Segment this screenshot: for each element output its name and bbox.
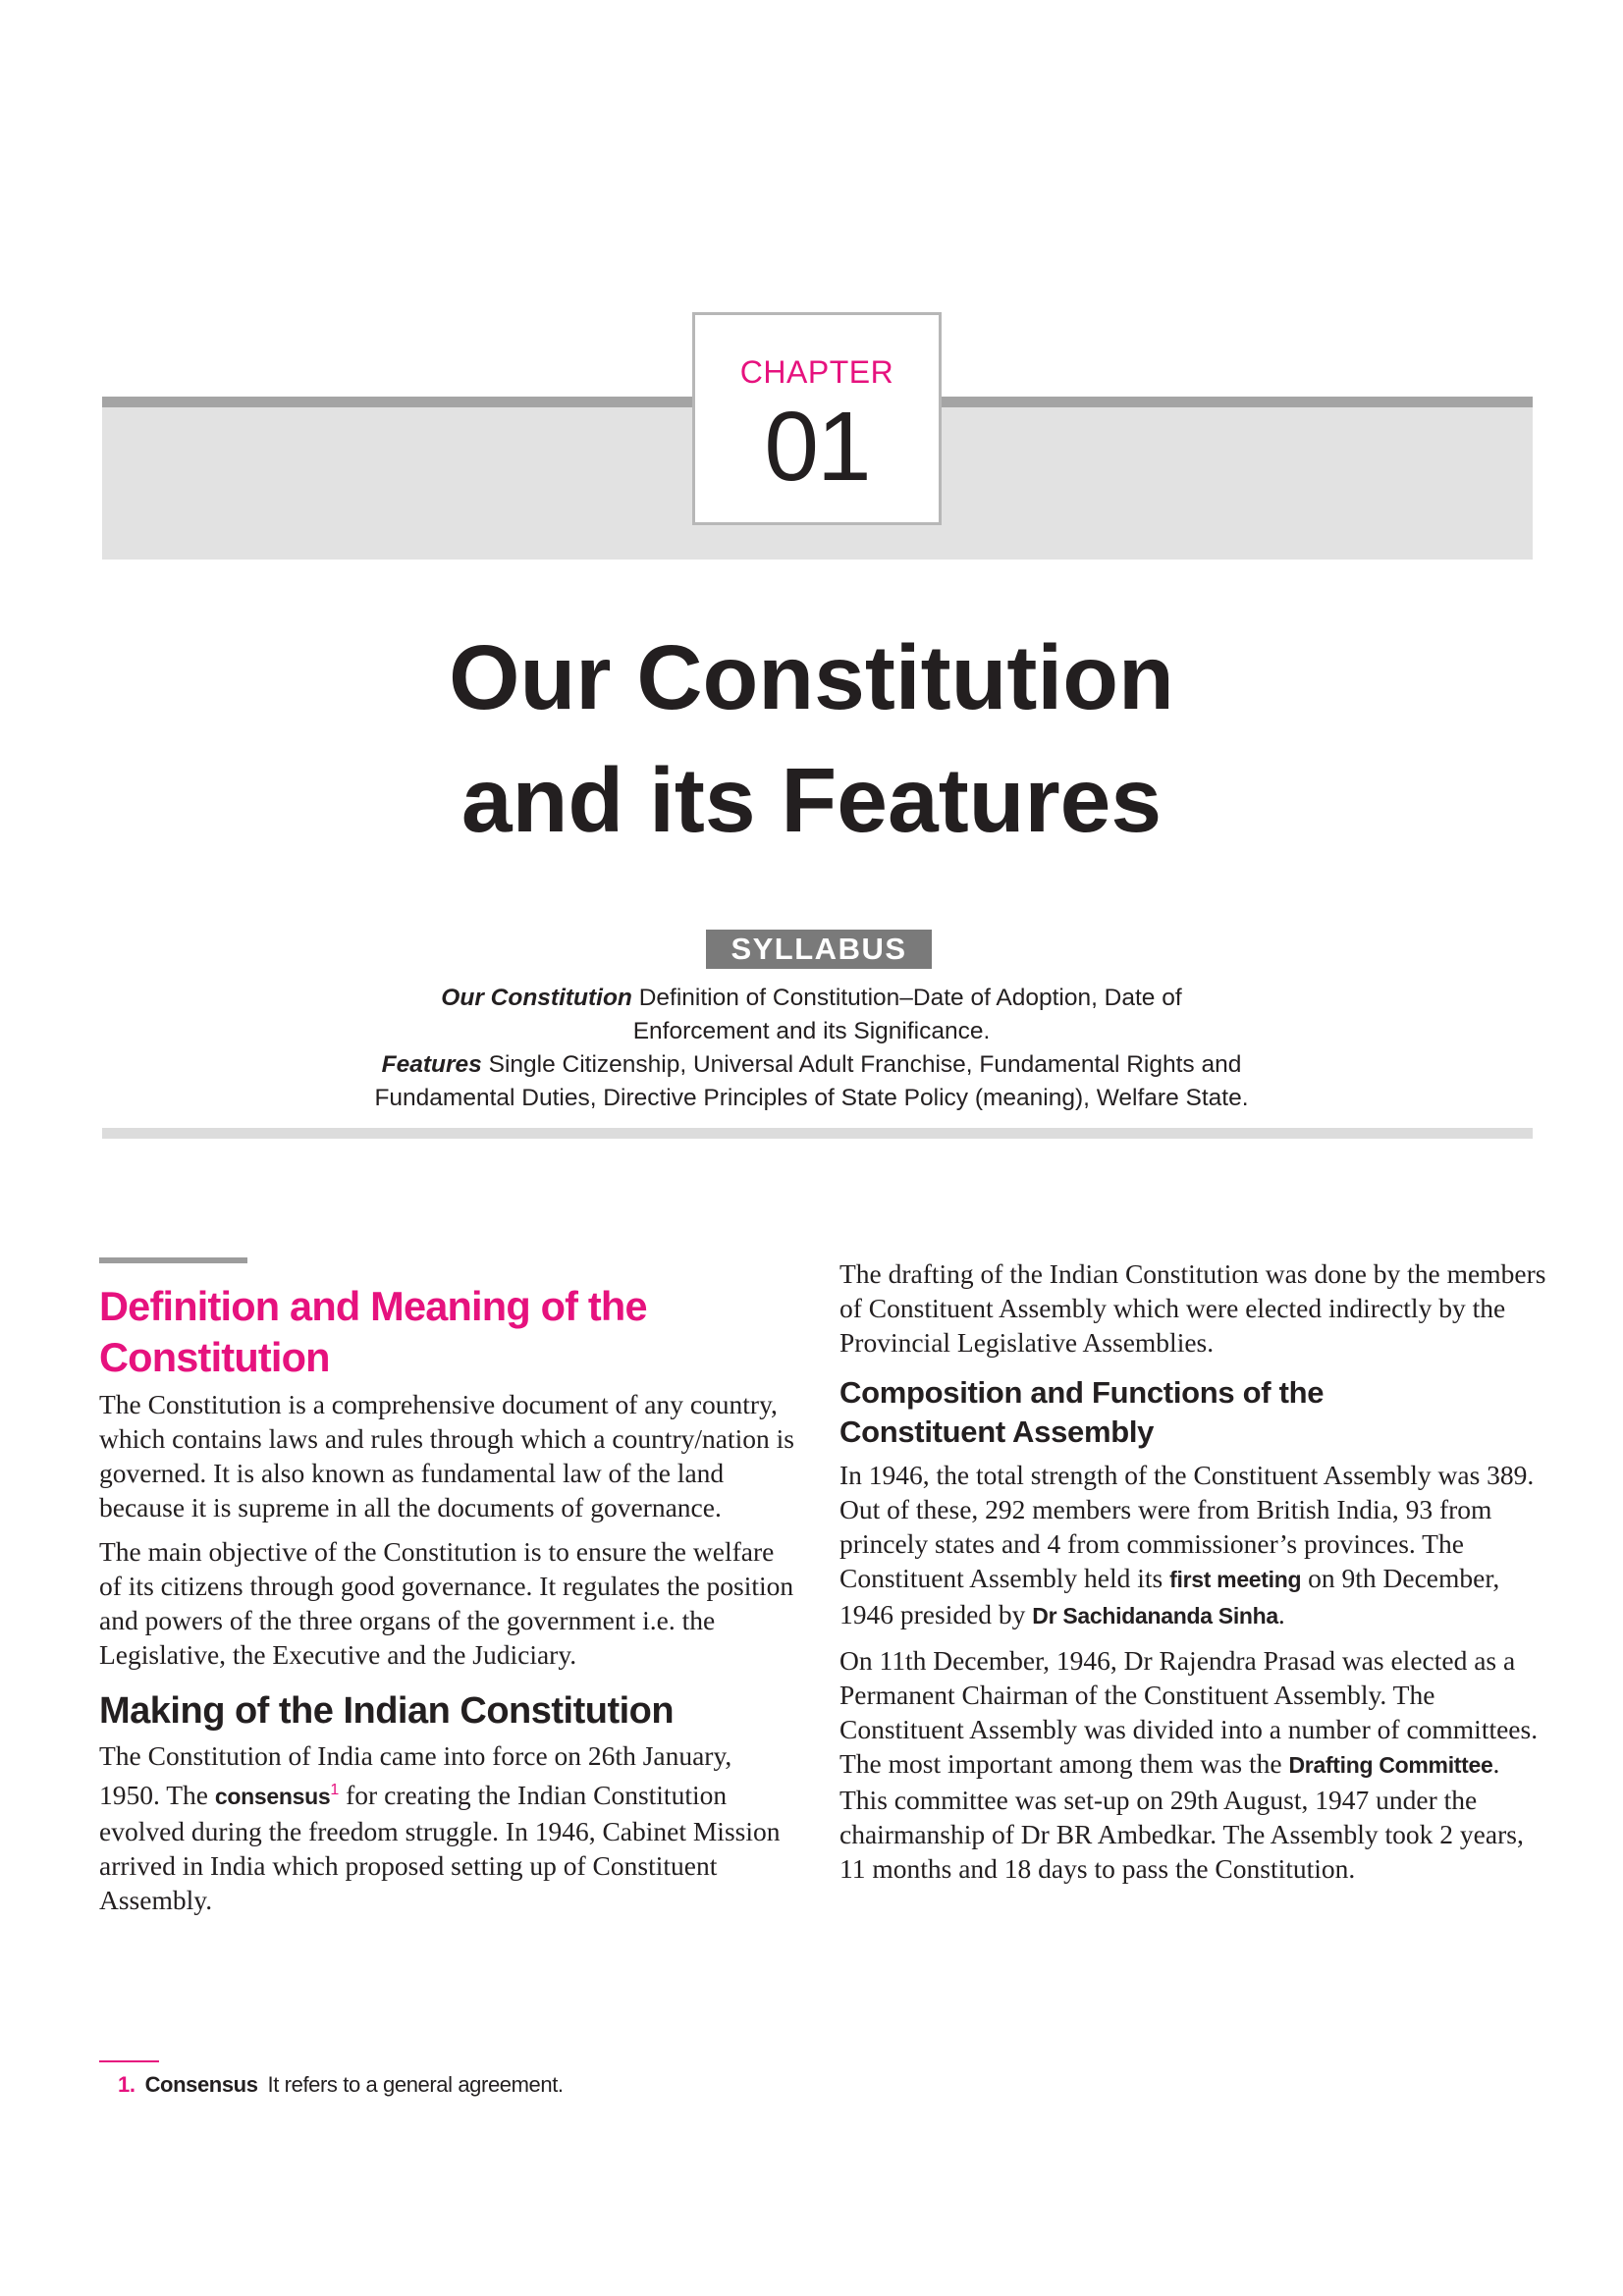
text-span: The Constitution of India came into force on 26th January, 1950. The: [99, 1740, 732, 1811]
text-span: In 1946, the total strength of the Constituent Assembly was 389. Out of these, 292 members were from British India, 93 from princely states and 4 from commissioner’s provinces. The Constituent Assembly held its: [839, 1460, 1535, 1593]
footnote-rule: [99, 2060, 159, 2062]
chapter-box: [692, 312, 942, 525]
heading-line: Definition and Meaning of the: [99, 1283, 647, 1329]
text-span: .: [1277, 1599, 1285, 1629]
keyword: Drafting Committee: [1288, 1752, 1493, 1778]
footnote-text: It refers to a general agreement.: [267, 2072, 564, 2097]
keyword: consensus: [214, 1784, 331, 1810]
page-title-line2: and its Features: [460, 749, 1163, 851]
paragraph: [839, 1458, 1546, 1633]
chapter-number: 01: [764, 392, 870, 502]
keyword: Dr Sachidananda Sinha: [1032, 1603, 1278, 1629]
section-heading-making: Making of the Indian Constitution: [99, 1690, 675, 1732]
text-span: . This committee was set-up on 29th August, 1947 under the chairmanship of Dr BR Ambedkar. The Assembly took 2 years, 11 months and 18 days to pass the Constitution.: [839, 1748, 1524, 1884]
syllabus-item-2: [226, 1048, 1397, 1082]
syllabus-text-span: Definition of Constitution–Date of Adoption, Date of: [631, 985, 1182, 1011]
syllabus-item-1-cont: [226, 1015, 1397, 1048]
syllabus-text-span: Enforcement and its Significance.: [632, 1018, 991, 1044]
paragraph: The main objective of the Constitution is to ensure the welfare of its citizens through good governance. It regulates the position and powers of the three organs of the government i.e. the Legislative, the Executive and the Judiciary.: [99, 1536, 794, 1670]
syllabus-term: Our Constitution: [441, 985, 632, 1011]
page-title-line1: Our Constitution: [449, 626, 1174, 728]
chapter-label: CHAPTER: [739, 354, 894, 390]
page-title: [0, 616, 1623, 862]
footnote-ref[interactable]: 1: [330, 1782, 340, 1798]
text-span: for creating the Indian Constitution evolved during the freedom struggle. In 1946, Cabinet Mission arrived in India which proposed setting up of Constituent Assembly.: [99, 1780, 781, 1916]
paragraph: The Constitution is a comprehensive document of any country, which contains laws and rules through which a country/nation is governed. It is also known as fundamental law of the land because it is supreme in all the documents of governance.: [99, 1389, 794, 1522]
subsection-heading-composition: [839, 1373, 1546, 1452]
syllabus-text: [226, 982, 1397, 1115]
paragraph: [839, 1643, 1546, 1886]
text-span: On 11th December, 1946, Dr Rajendra Prasad was elected as a Permanent Chairman of the Constituent Assembly. The Constituent Assembly was divided into a number of committees. The most important among them was the: [839, 1645, 1539, 1779]
syllabus-text-span: Fundamental Duties, Directive Principles of State Policy (meaning), Welfare State.: [374, 1085, 1249, 1111]
syllabus-text-span: Single Citizenship, Universal Adult Franchise, Fundamental Rights and: [481, 1051, 1242, 1078]
left-column: [99, 1256, 796, 1917]
paragraph: [99, 1738, 796, 1917]
paragraph: The drafting of the Indian Constitution was done by the members of Constituent Assembly which were elected indirectly by the Provincial Legislative Assemblies.: [839, 1258, 1546, 1358]
syllabus-divider: [102, 1128, 1533, 1139]
syllabus-term: Features: [381, 1051, 482, 1078]
footnote-term: Consensus: [144, 2072, 258, 2097]
syllabus-badge: SYLLABUS: [706, 930, 932, 969]
heading-line: Constituent Assembly: [839, 1415, 1155, 1449]
section-heading-definition: [99, 1281, 796, 1383]
heading-line: Constitution: [99, 1334, 330, 1380]
syllabus-item-1: [226, 982, 1397, 1015]
right-column: [839, 1256, 1546, 1886]
text-span: on 9th December, 1946 presided by: [839, 1563, 1500, 1629]
footnote: [118, 2070, 564, 2100]
heading-line: Composition and Functions of the: [839, 1375, 1325, 1410]
keyword: first meeting: [1169, 1567, 1302, 1592]
footnote-number: 1.: [118, 2072, 135, 2097]
syllabus-item-2-cont: [226, 1082, 1397, 1115]
